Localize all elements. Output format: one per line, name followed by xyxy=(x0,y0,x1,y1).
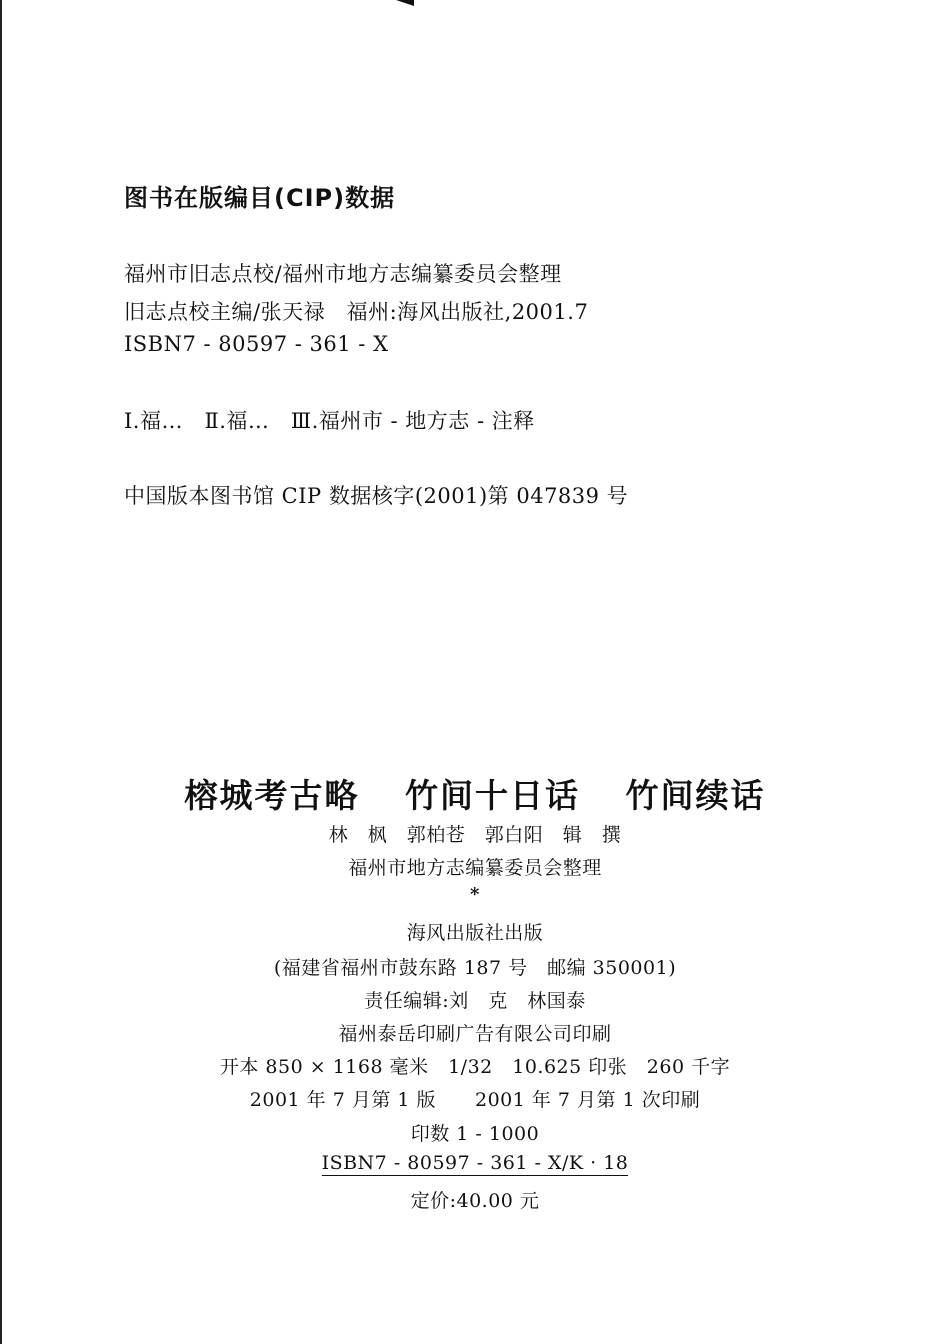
authors: 林 枫 郭柏苍 郭白阳 辑 撰 xyxy=(328,824,622,846)
scan-mark xyxy=(396,0,414,6)
cip-heading: 图书在版编目(CIP)数据 xyxy=(124,184,396,212)
editors: 责任编辑:刘 克 林国泰 xyxy=(364,990,586,1012)
publisher: 海风出版社出版 xyxy=(406,922,544,944)
cip-line-2: 旧志点校主编/张天禄 福州:海风出版社,2001.7 xyxy=(124,300,589,324)
printer: 福州泰岳印刷广告有限公司印刷 xyxy=(338,1023,612,1045)
book-title-2: 竹间十日话 xyxy=(405,776,580,815)
price: 定价:40.00 元 xyxy=(410,1190,540,1212)
cip-line-isbn: ISBN7 - 80597 - 361 - X xyxy=(124,332,389,356)
publisher-address: (福建省福州市鼓东路 187 号 邮编 350001) xyxy=(273,957,677,979)
isbn: ISBN7 - 80597 - 361 - X/K · 18 xyxy=(321,1152,629,1174)
print-run: 印数 1 - 1000 xyxy=(410,1123,540,1145)
isbn-line xyxy=(0,1152,950,1176)
organizer: 福州市地方志编纂委员会整理 xyxy=(348,857,602,879)
book-title-3: 竹间续话 xyxy=(625,776,766,815)
edition: 2001 年 7 月第 1 版 2001 年 7 月第 1 次印刷 xyxy=(249,1089,701,1111)
format: 开本 850 × 1168 毫米 1/32 10.625 印张 260 千字 xyxy=(219,1056,731,1078)
book-title xyxy=(0,770,950,817)
cip-line-cip-number: 中国版本图书馆 CIP 数据核字(2001)第 047839 号 xyxy=(124,484,629,508)
cip-line-1: 福州市旧志点校/福州市地方志编纂委员会整理 xyxy=(124,262,562,286)
cip-line-classification: Ⅰ.福… Ⅱ.福… Ⅲ.福州市 - 地方志 - 注释 xyxy=(124,409,535,433)
separator: * xyxy=(470,884,480,905)
book-title-1: 榕城考古略 xyxy=(184,776,360,815)
